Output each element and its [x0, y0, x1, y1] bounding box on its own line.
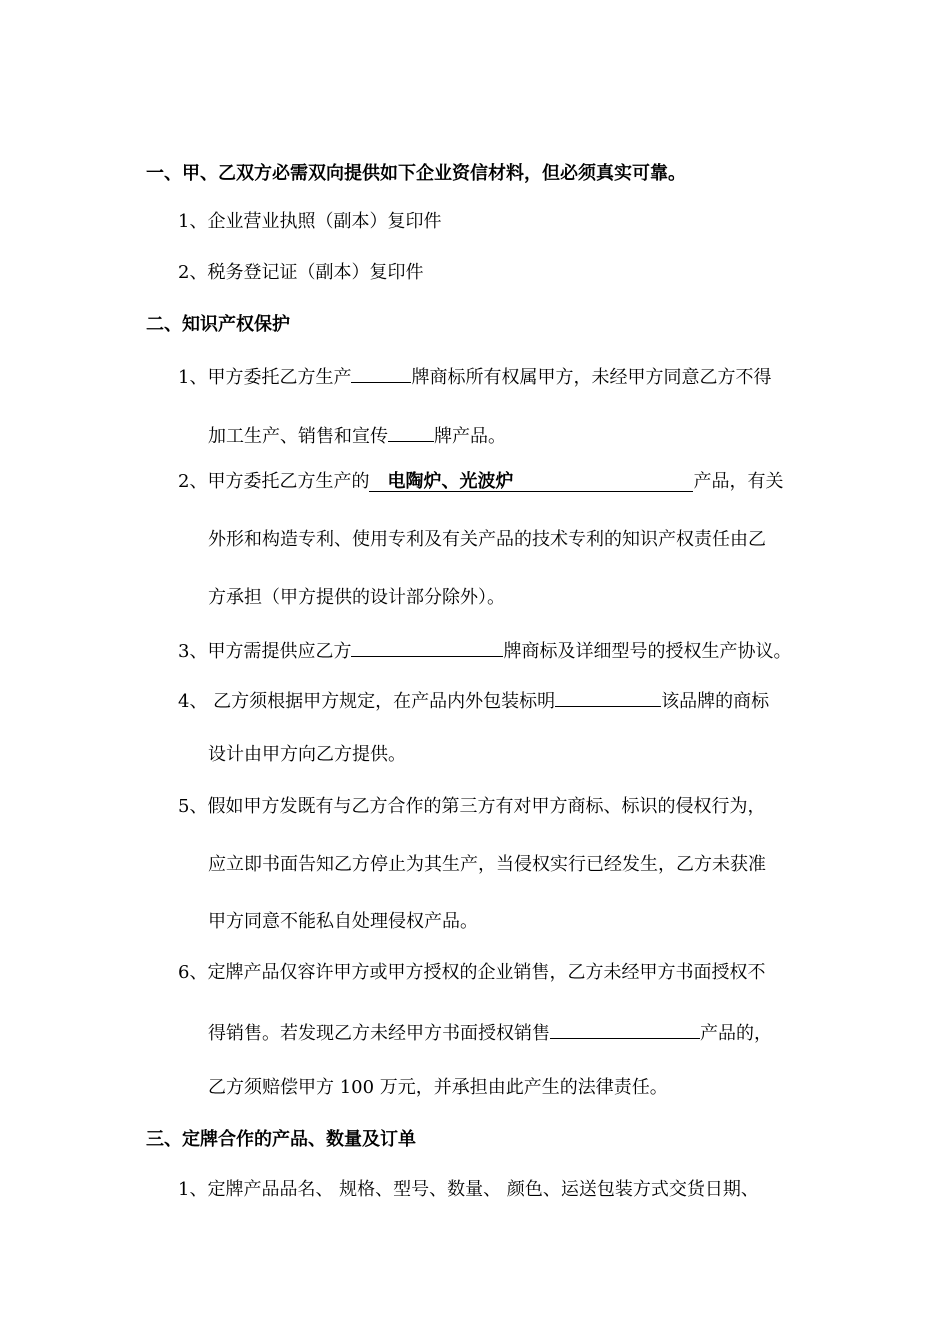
text: 牌产品。: [434, 426, 506, 447]
text: 2、甲方委托乙方生产的: [178, 471, 370, 492]
section-2-item-5-line-3: 甲方同意不能私自处理侵权产品。: [208, 911, 478, 932]
filled-field: 电陶炉、光波炉: [369, 472, 693, 492]
text: 4、 乙方须根据甲方规定，在产品内外包装标明: [178, 691, 556, 712]
section-1-item-1: 1、企业营业执照（副本）复印件: [178, 211, 442, 232]
section-2-item-2-line-2: 外形和构造专利、使用专利及有关产品的技术专利的知识产权责任由乙: [208, 529, 766, 550]
section-3-item-1: 1、定牌产品品名、 规格、型号、数量、 颜色、运送包装方式交货日期、: [178, 1179, 759, 1200]
text: 得销售。若发现乙方未经甲方书面授权销售: [208, 1023, 550, 1044]
text: 产品的，: [700, 1023, 772, 1044]
section-1-heading: 一、甲、乙双方必需双向提供如下企业资信材料，但必须真实可靠。: [146, 163, 686, 184]
text: 3、甲方需提供应乙方: [178, 641, 352, 662]
section-2-item-2-line-1: [178, 470, 783, 494]
section-1-item-2: 2、税务登记证（副本）复印件: [178, 262, 424, 283]
blank-field: [351, 362, 411, 383]
blank-field: [550, 1018, 700, 1039]
section-2-item-1-line-1: [178, 362, 771, 390]
text: 加工生产、销售和宣传: [208, 426, 388, 447]
section-2-item-1-line-2: [208, 421, 506, 449]
section-2-item-4-line-1: [178, 686, 769, 714]
text: 牌商标所有权属甲方，未经甲方同意乙方不得: [411, 367, 772, 388]
section-3-heading: 三、定牌合作的产品、数量及订单: [146, 1129, 416, 1150]
section-2-item-2-line-3: 方承担（甲方提供的设计部分除外）。: [208, 587, 505, 608]
section-2-item-6-line-3: 乙方须赔偿甲方 100 万元，并承担由此产生的法律责任。: [208, 1077, 668, 1098]
section-2-item-5-line-1: 5、假如甲方发既有与乙方合作的第三方有对甲方商标、标识的侵权行为，: [178, 796, 766, 817]
blank-field: [555, 686, 661, 707]
blank-field: [388, 421, 434, 442]
section-2-item-6-line-2: [208, 1018, 772, 1046]
text: 产品，有关: [693, 471, 784, 492]
section-2-item-5-line-2: 应立即书面告知乙方停止为其生产，当侵权实行已经发生，乙方未获准: [208, 854, 766, 875]
text: 牌商标及详细型号的授权生产协议。: [503, 641, 792, 662]
blank-field: [351, 636, 503, 657]
section-2-heading: 二、知识产权保护: [146, 314, 290, 335]
text: 1、甲方委托乙方生产: [178, 367, 352, 388]
section-2-item-4-line-2: 设计由甲方向乙方提供。: [208, 744, 406, 765]
text: 该品牌的商标: [661, 691, 770, 712]
section-2-item-6-line-1: 6、定牌产品仅容许甲方或甲方授权的企业销售，乙方未经甲方书面授权不: [178, 962, 766, 983]
section-2-item-3: [178, 636, 791, 664]
